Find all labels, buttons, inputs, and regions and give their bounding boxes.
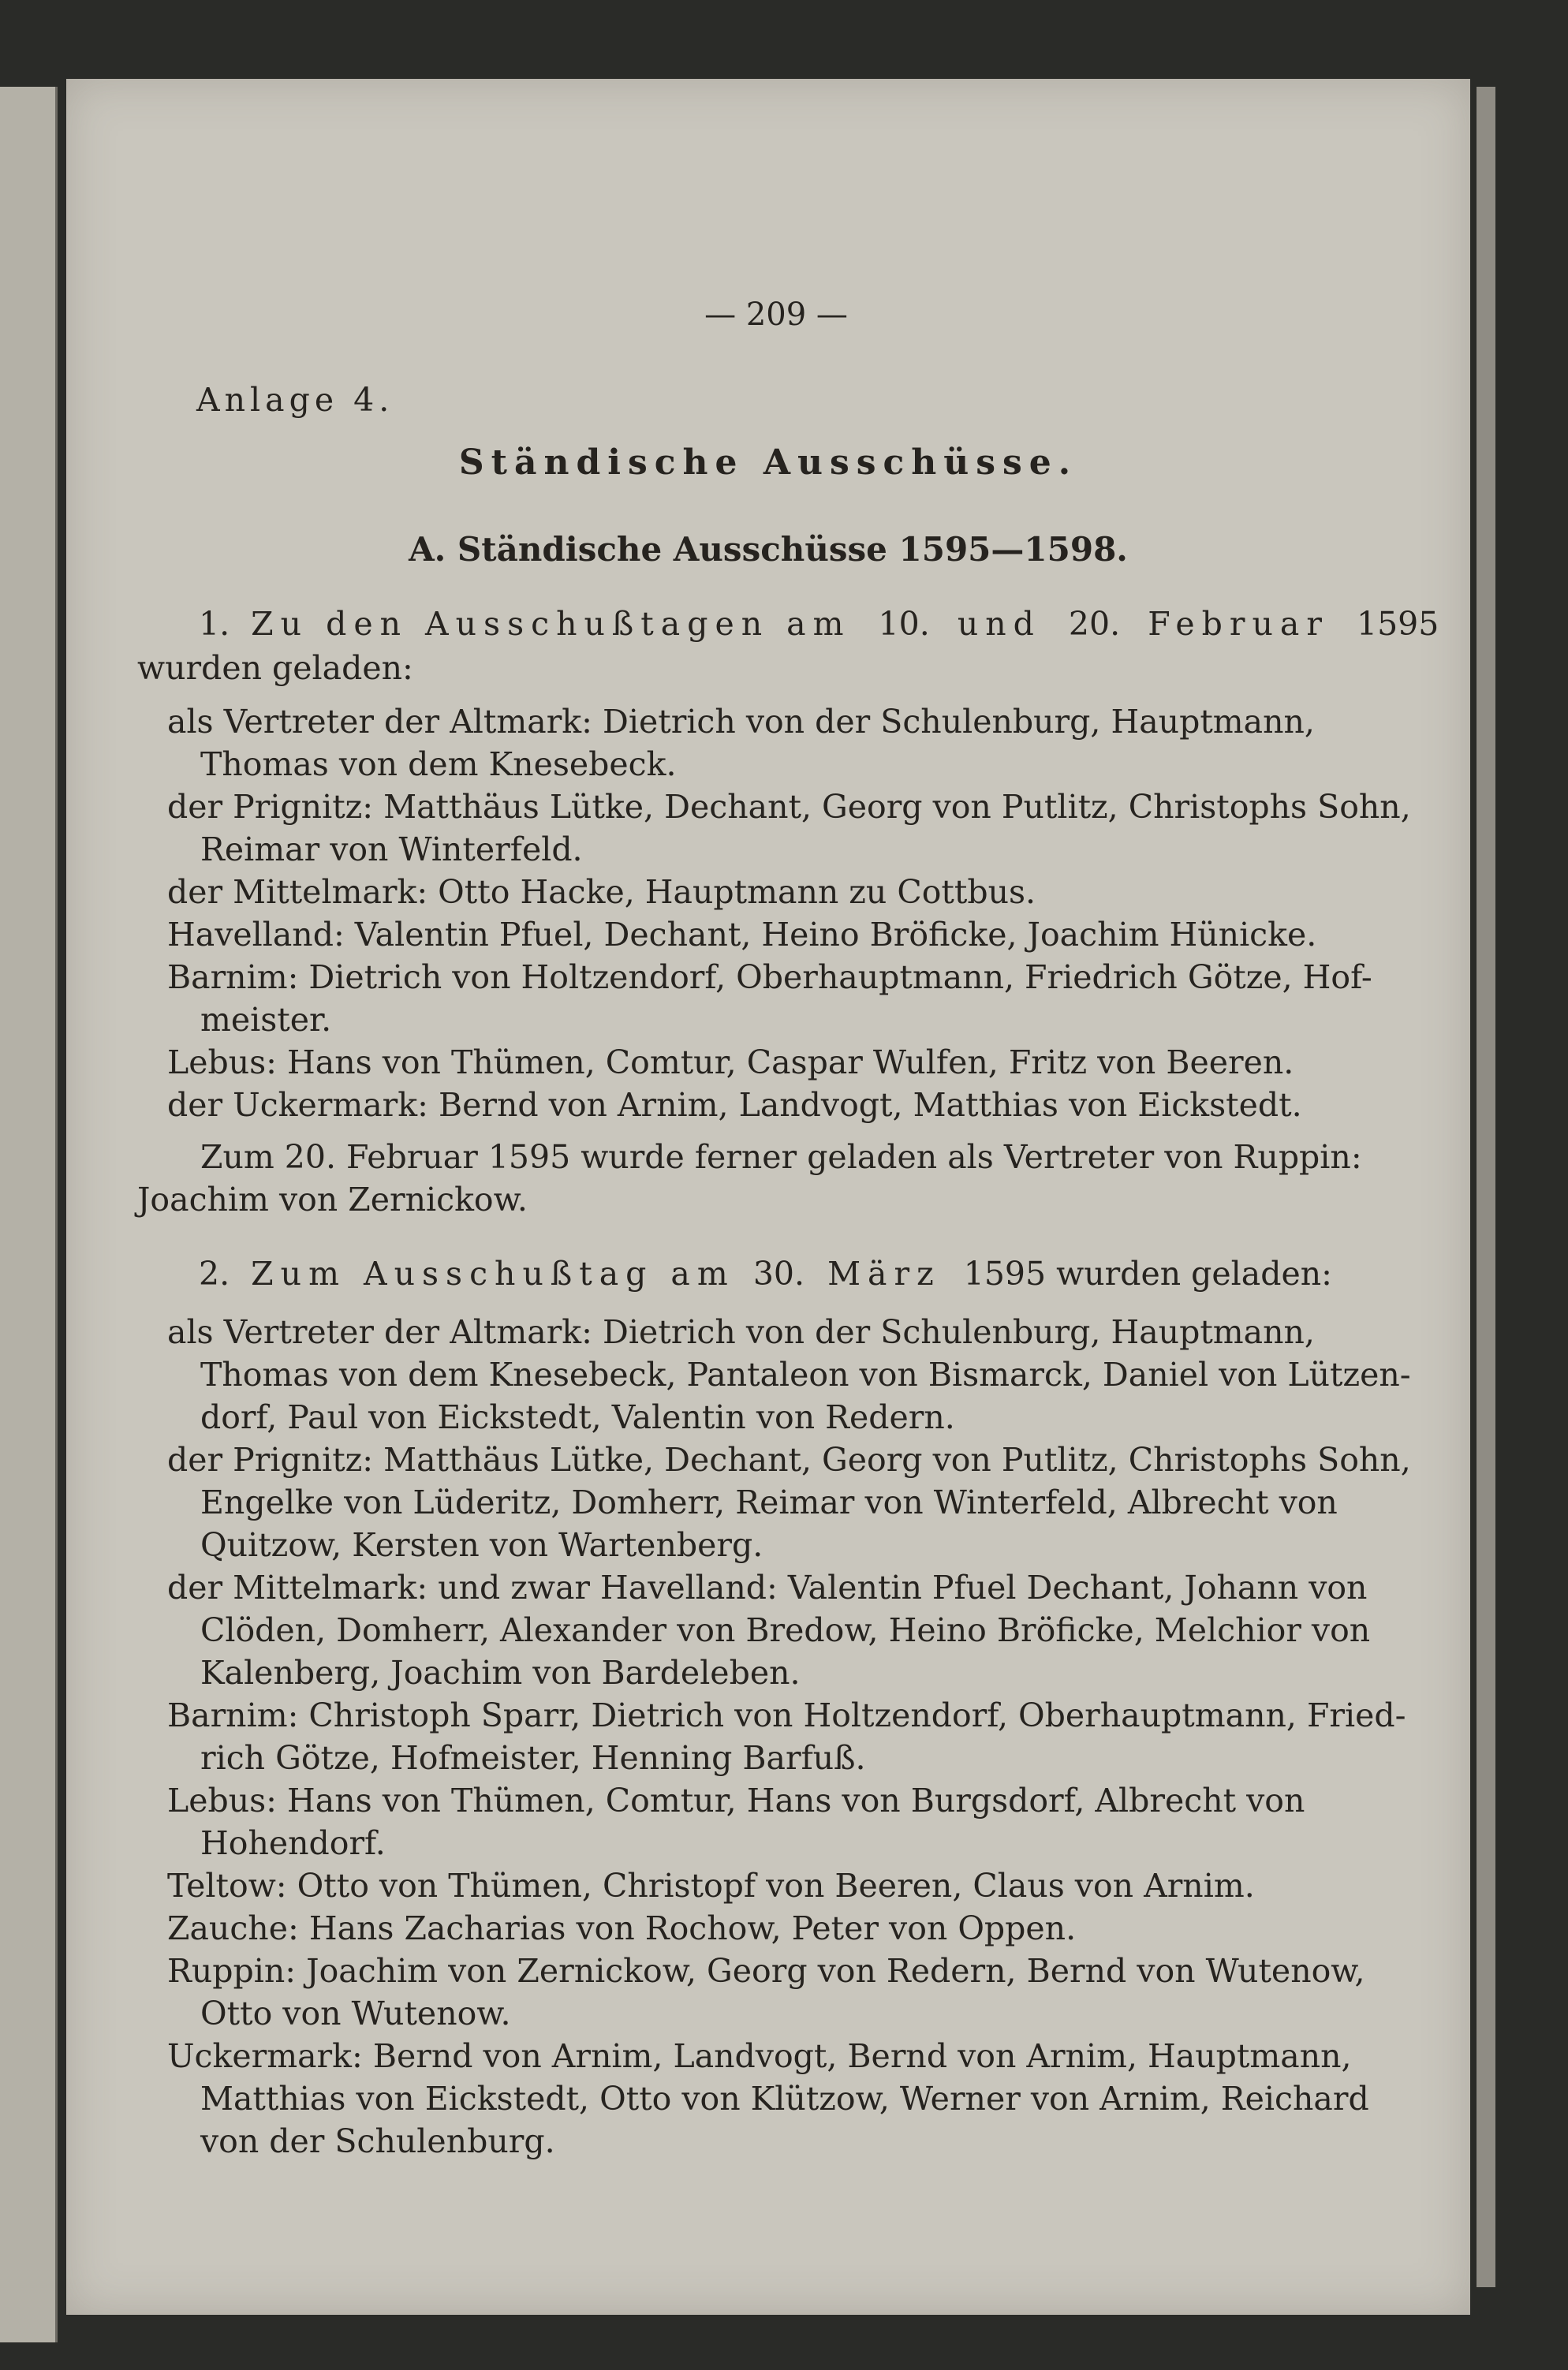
section1-line: Reimar von Winterfeld.: [200, 830, 583, 868]
section1-line: als Vertreter der Altmark: Dietrich von der Schulenburg, Hauptmann,: [167, 703, 1315, 741]
section1-heading-cont: wurden geladen:: [137, 649, 413, 687]
section2-date: 30.: [752, 1255, 805, 1293]
section1-extra: Joachim von Zernickow.: [137, 1181, 528, 1219]
section2-line: Hohendorf.: [200, 1824, 386, 1862]
section1-line: Havelland: Valentin Pfuel, Dechant, Heino Bröficke, Joachim Hünicke.: [167, 916, 1317, 954]
section1-line: Lebus: Hans von Thümen, Comtur, Caspar Wulfen, Fritz von Beeren.: [167, 1043, 1294, 1081]
section2-line: Kalenberg, Joachim von Bardeleben.: [200, 1654, 801, 1692]
section1-and: und: [957, 605, 1041, 643]
section2-line: Quitzow, Kersten von Wartenberg.: [200, 1526, 763, 1564]
section2-month: März: [827, 1255, 941, 1293]
section2-line: rich Götze, Hofmeister, Henning Barfuß.: [200, 1739, 866, 1777]
section1-line: der Mittelmark: Otto Hacke, Hauptmann zu Cottbus.: [167, 873, 1036, 911]
previous-page-edge: [0, 87, 58, 2342]
section2-line: dorf, Paul von Eickstedt, Valentin von Redern.: [200, 1398, 955, 1436]
section1-heading: [199, 601, 1439, 647]
section2-heading-rest: 1595 wurden geladen:: [963, 1255, 1332, 1293]
section2-line: als Vertreter der Altmark: Dietrich von der Schulenburg, Hauptmann,: [167, 1313, 1315, 1351]
section1-line: der Uckermark: Bernd von Arnim, Landvogt, Matthias von Eickstedt.: [167, 1086, 1302, 1124]
page-number: — 209 —: [704, 297, 848, 333]
section-subtitle: A. Ständische Ausschüsse 1595—1598.: [409, 530, 1128, 569]
section1-number: 1.: [199, 605, 230, 643]
section2-heading: [199, 1251, 1332, 1297]
section2-line: von der Schulenburg.: [200, 2122, 555, 2160]
section2-line: Lebus: Hans von Thümen, Comtur, Hans von Burgsdorf, Albrecht von: [167, 1782, 1305, 1819]
section1-year: 1595: [1357, 605, 1439, 643]
section2-line: Otto von Wutenow.: [200, 1995, 511, 2032]
section2-line: Engelke von Lüderitz, Domherr, Reimar von Winterfeld, Albrecht von: [200, 1484, 1338, 1521]
section1-line: meister.: [200, 1001, 332, 1039]
section2-line: Thomas von dem Knesebeck, Pantaleon von Bismarck, Daniel von Lützen-: [200, 1356, 1411, 1394]
section2-line: Ruppin: Joachim von Zernickow, Georg von Redern, Bernd von Wutenow,: [167, 1952, 1365, 1990]
section2-line: Clöden, Domherr, Alexander von Bredow, Heino Bröficke, Melchior von: [200, 1611, 1371, 1649]
section1-line: der Prignitz: Matthäus Lütke, Dechant, Georg von Putlitz, Christophs Sohn,: [167, 788, 1411, 826]
book-page: [66, 79, 1470, 2315]
section2-line: Barnim: Christoph Sparr, Dietrich von Holtzendorf, Oberhauptmann, Fried-: [167, 1696, 1406, 1734]
section2-heading-spaced: Zum Ausschußtag am: [251, 1255, 735, 1293]
section2-line: Zauche: Hans Zacharias von Rochow, Peter von Oppen.: [167, 1909, 1077, 1947]
section2-line: der Mittelmark: und zwar Havelland: Valentin Pfuel Dechant, Johann von: [167, 1569, 1368, 1607]
page-edge-shadow: [1477, 87, 1495, 2287]
section1-line: Barnim: Dietrich von Holtzendorf, Oberhauptmann, Friedrich Götze, Hof-: [167, 958, 1372, 996]
section1-extra: Zum 20. Februar 1595 wurde ferner geladen als Vertreter von Ruppin:: [200, 1138, 1362, 1176]
section2-line: Uckermark: Bernd von Arnim, Landvogt, Bernd von Arnim, Hauptmann,: [167, 2037, 1352, 2075]
section2-line: der Prignitz: Matthäus Lütke, Dechant, Georg von Putlitz, Christophs Sohn,: [167, 1441, 1411, 1479]
page-title: Ständische Ausschüsse.: [458, 442, 1078, 483]
annex-label: Anlage 4.: [196, 381, 394, 419]
section2-number: 2.: [199, 1255, 230, 1293]
section1-line: Thomas von dem Knesebeck.: [200, 745, 677, 783]
section1-date1: 10.: [878, 605, 930, 643]
section1-month: Februar: [1148, 605, 1329, 643]
section1-date2: 20.: [1068, 605, 1121, 643]
section2-line: Matthias von Eickstedt, Otto von Klützow, Werner von Arnim, Reichard: [200, 2080, 1369, 2118]
section2-line: Teltow: Otto von Thümen, Christopf von Beeren, Claus von Arnim.: [167, 1867, 1255, 1905]
section1-heading-spaced: Zu den Ausschußtagen am: [251, 605, 851, 643]
